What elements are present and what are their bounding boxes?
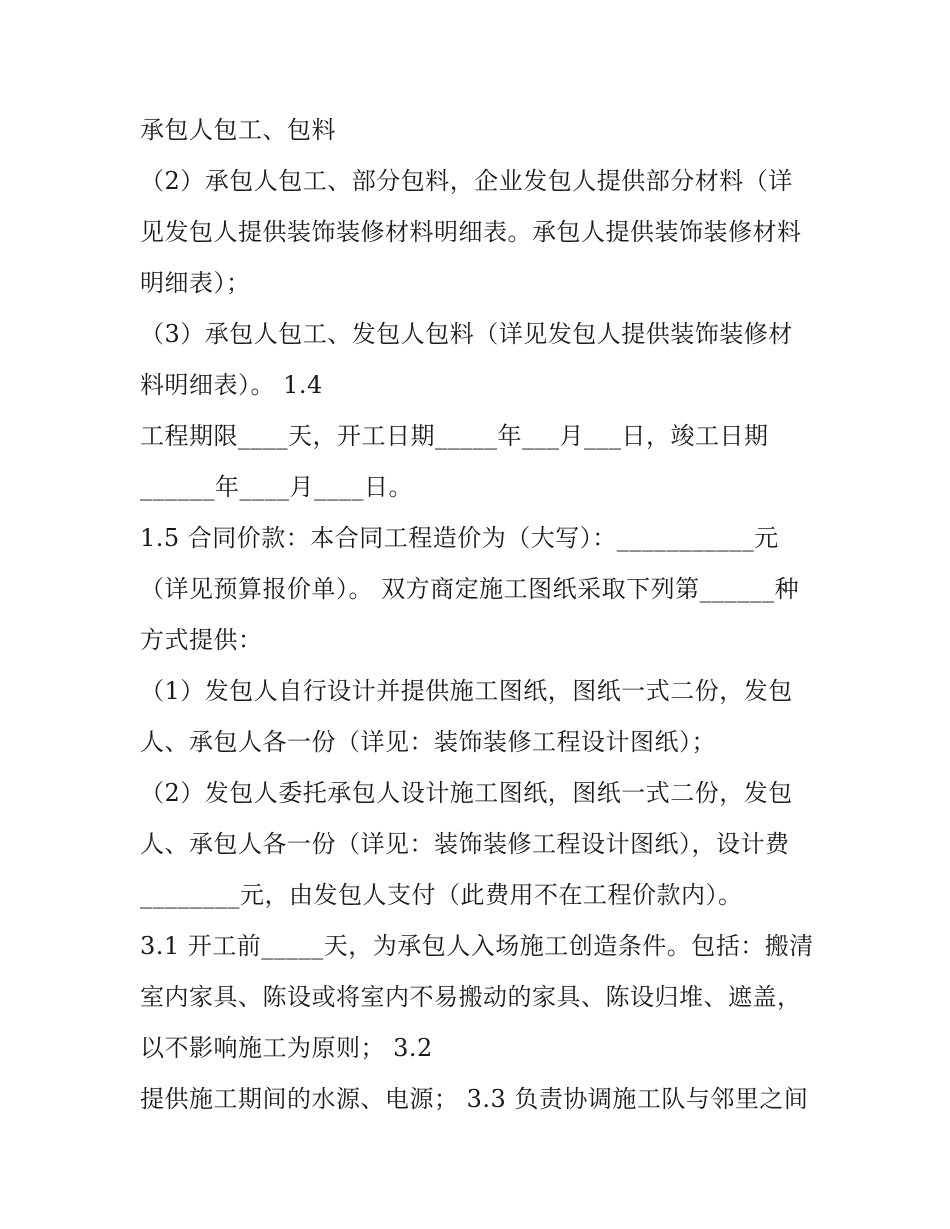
text-line: 明细表）； [140, 269, 251, 297]
text-line: 人、承包人各一份（详见：装饰装修工程设计图纸），设计费 [140, 830, 790, 858]
text-line: 提供施工期间的水源、电源； 3.3 负责协调施工队与邻里之间 [140, 1085, 809, 1113]
text-line: 工程期限____天，开工日期_____年___月___日，竣工日期 [140, 422, 769, 450]
text-line: 人、承包人各一份（详见：装饰装修工程设计图纸）； [140, 728, 716, 756]
text-line: 承包人包工、包料 [140, 116, 336, 144]
text-line: （详见预算报价单）。 双方商定施工图纸采取下列第______种 [140, 575, 800, 603]
text-line: 3.1 开工前_____天，为承包人入场施工创造条件。包括：搬清 [140, 932, 814, 960]
text-line: 室内家具、陈设或将室内不易搬动的家具、陈设归堆、遮盖， [140, 983, 802, 1011]
text-line: 1.5 合同价款：本合同工程造价为（大写）：___________元 [140, 524, 779, 552]
text-line: （2）承包人包工、部分包料，企业发包人提供部分材料（详 [140, 167, 793, 195]
text-line: 以不影响施工为原则； 3.2 [140, 1034, 433, 1062]
text-line: 方式提供： [140, 626, 263, 654]
text-line: （3）承包人包工、发包人包料（详见发包人提供装饰装修材 [140, 320, 793, 348]
text-line: 见发包人提供装饰装修材料明细表。承包人提供装饰装修材料 [140, 218, 802, 246]
text-line: （1）发包人自行设计并提供施工图纸，图纸一式二份，发包 [140, 677, 793, 705]
text-line: ______年____月____日。 [140, 473, 413, 501]
text-line: （2）发包人委托承包人设计施工图纸，图纸一式二份，发包 [140, 779, 793, 807]
text-line: ________元，由发包人支付（此费用不在工程价款内）。 [140, 881, 743, 909]
text-line: 料明细表）。 1.4 [140, 371, 323, 399]
